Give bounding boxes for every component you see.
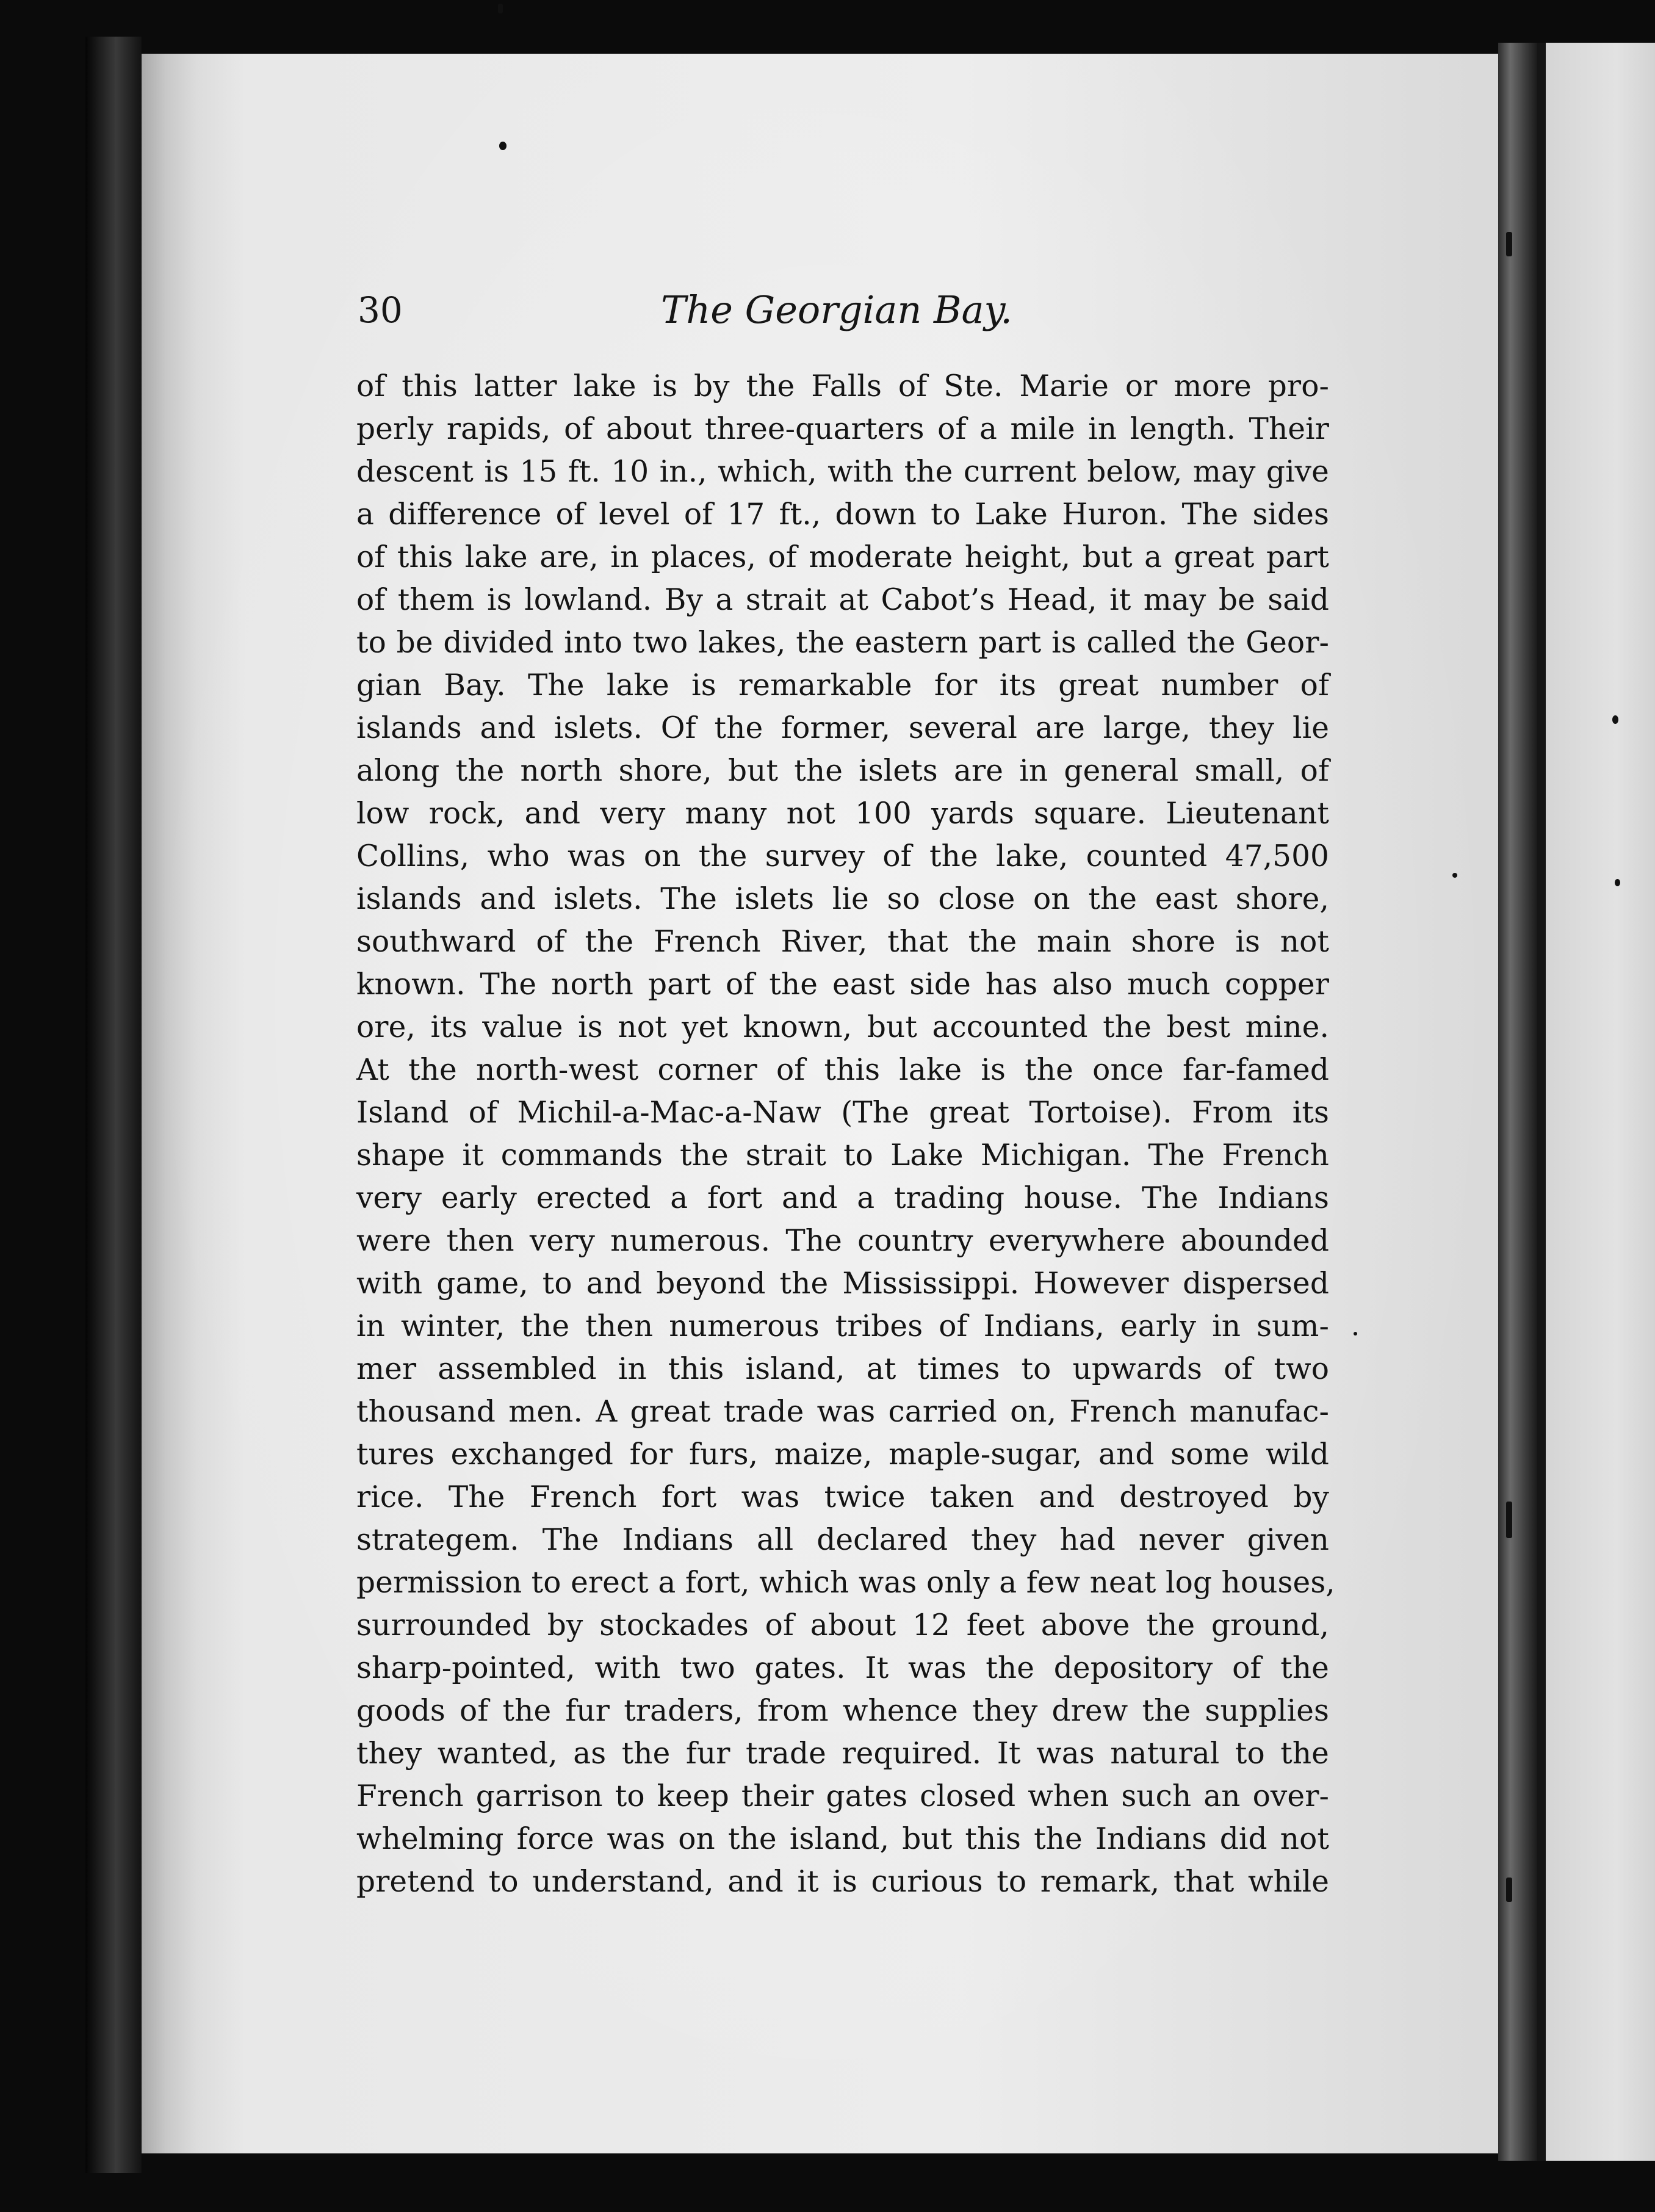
scan-speck <box>1612 715 1618 724</box>
text-line: mer assembled in this island, at times to upwards of two <box>356 1352 1329 1386</box>
scan-speck <box>1506 1878 1512 1902</box>
text-line: were then very numerous. The country everywhere abounded <box>356 1224 1329 1258</box>
text-line: southward of the French River, that the main shore is not <box>356 925 1329 959</box>
text-line: islands and islets. The islets lie so close on the east shore, <box>356 882 1329 916</box>
scan-speck <box>1506 1502 1512 1538</box>
text-line: islands and islets. Of the former, several are large, they lie <box>356 711 1329 745</box>
text-line: thousand men. A great trade was carried on, French manufac- <box>356 1395 1329 1429</box>
text-line: rice. The French fort was twice taken and destroyed by <box>356 1480 1329 1514</box>
text-line: with game, to and beyond the Mississippi. However dispersed <box>356 1267 1329 1301</box>
scan-speck <box>1615 879 1620 886</box>
text-line: gian Bay. The lake is remarkable for its great number of <box>356 668 1329 703</box>
book-gutter <box>1498 43 1537 2161</box>
text-line: perly rapids, of about three-quarters of a mile in length. Their <box>356 412 1329 446</box>
running-head: The Georgian Bay. <box>661 287 1013 332</box>
text-line: they wanted, as the fur trade required. It was natural to the <box>356 1737 1329 1771</box>
text-line: low rock, and very many not 100 yards square. Lieutenant <box>356 797 1329 831</box>
page-header <box>358 286 1236 334</box>
text-line: strategem. The Indians all declared they had never given <box>356 1523 1329 1557</box>
text-line: of them is lowland. By a strait at Cabot’s Head, it may be said <box>356 583 1329 617</box>
text-line: permission to erect a fort, which was only a few neat log houses, <box>356 1566 1335 1600</box>
text-line: surrounded by stockades of about 12 feet above the ground, <box>356 1608 1329 1643</box>
text-line: of this lake are, in places, of moderate height, but a great part <box>356 540 1329 574</box>
text-line: descent is 15 ft. 10 in., which, with the current below, may give <box>356 455 1329 489</box>
adjacent-page-edge <box>1537 43 1655 2161</box>
scan-speck <box>499 142 507 150</box>
text-line: tures exchanged for furs, maize, maple-sugar, and some wild <box>356 1437 1329 1472</box>
text-line: whelming force was on the island, but this the Indians did not <box>356 1822 1329 1856</box>
text-line: sharp-pointed, with two gates. It was the depository of the <box>356 1651 1329 1685</box>
scan-speck <box>498 4 503 13</box>
text-line: ore, its value is not yet known, but accounted the best mine. <box>356 1010 1329 1044</box>
text-line: to be divided into two lakes, the eastern part is called the Geor- <box>356 626 1329 660</box>
text-line: French garrison to keep their gates closed when such an over- <box>356 1779 1329 1813</box>
text-line: shape it commands the strait to Lake Michigan. The French <box>356 1138 1329 1173</box>
scan-speck <box>1452 873 1457 878</box>
text-line: in winter, the then numerous tribes of Indians, early in sum- <box>356 1309 1329 1343</box>
text-line: Island of Michil-a-Mac-a-Naw (The great Tortoise). From its <box>356 1096 1329 1130</box>
text-line: along the north shore, but the islets are in general small, of <box>356 754 1329 788</box>
text-line: goods of the fur traders, from whence they drew the supplies <box>356 1694 1329 1728</box>
scan-left-edge <box>85 37 142 2173</box>
text-line: Collins, who was on the survey of the lake, counted 47,500 <box>356 839 1329 873</box>
page-number: 30 <box>358 289 403 331</box>
text-line: At the north-west corner of this lake is the once far-famed <box>356 1053 1329 1087</box>
text-line: of this latter lake is by the Falls of Ste. Marie or more pro- <box>356 369 1329 403</box>
text-line: a difference of level of 17 ft., down to Lake Huron. The sides <box>356 497 1329 532</box>
text-line: pretend to understand, and it is curious to remark, that while <box>356 1865 1329 1899</box>
scan-speck <box>1354 1332 1357 1336</box>
body-text <box>356 365 1335 1903</box>
text-line: known. The north part of the east side has also much copper <box>356 967 1329 1002</box>
scan-speck <box>1506 232 1512 256</box>
text-line: very early erected a fort and a trading house. The Indians <box>356 1181 1329 1215</box>
